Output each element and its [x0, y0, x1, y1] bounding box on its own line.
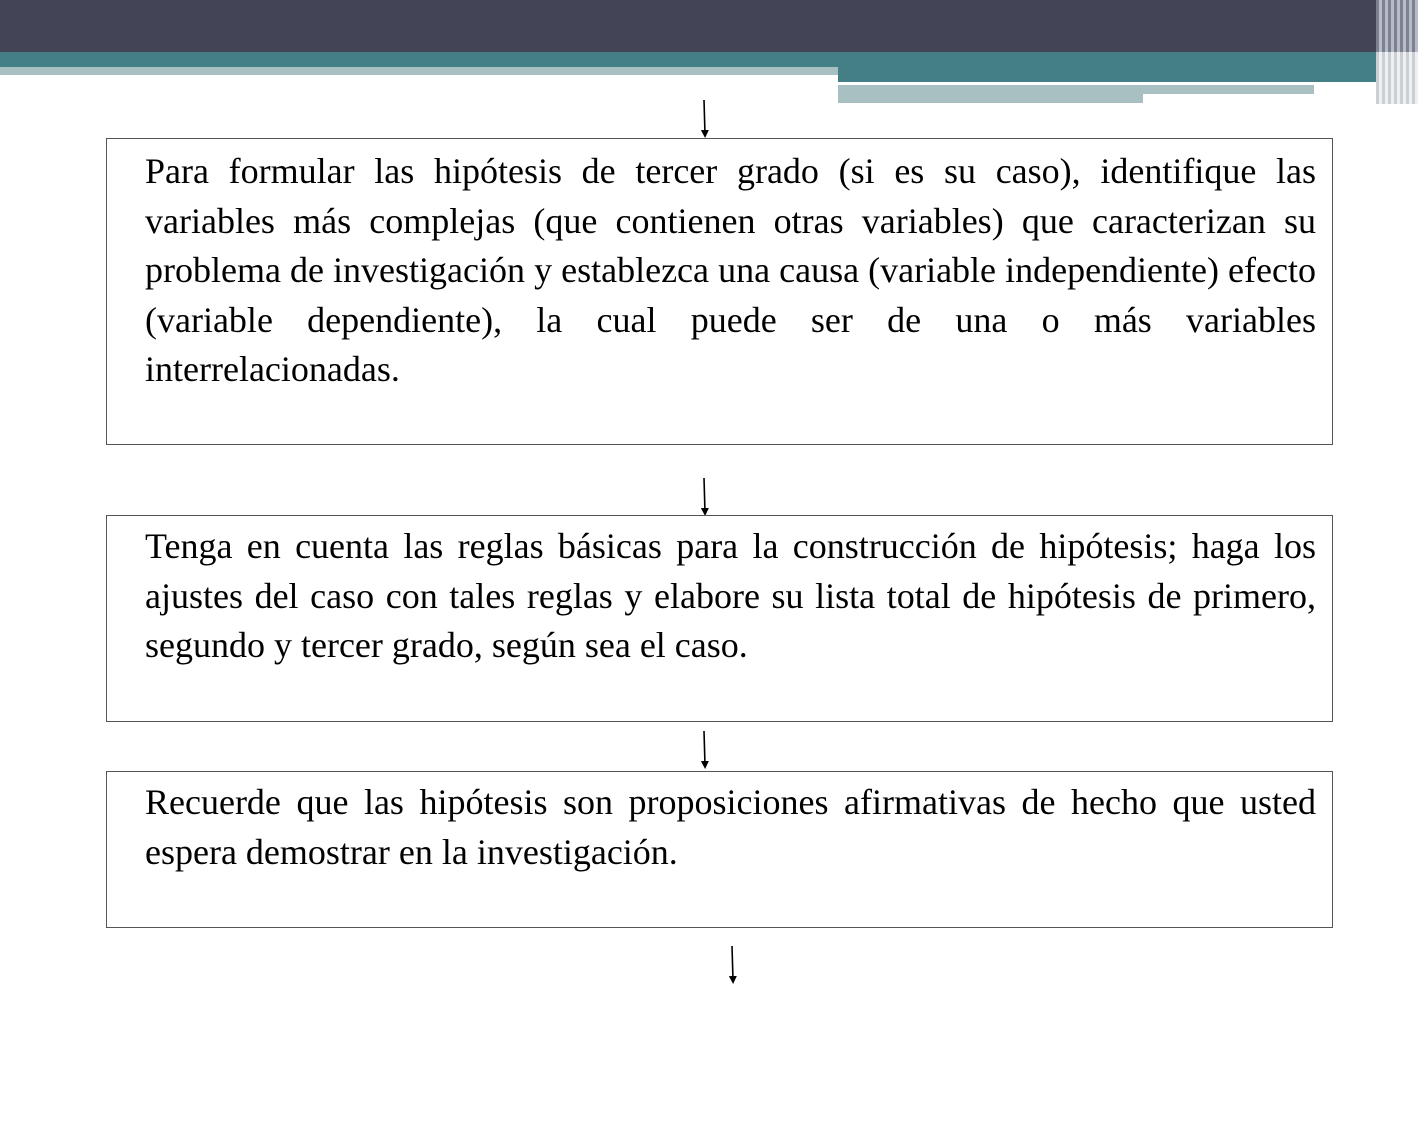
step-text-2: Tenga en cuenta las reglas básicas para la construcción de hipótesis; haga los ajustes del caso con tales reglas y elabore su lista total de hipótesis de primero, segundo y tercer grado, según sea el caso.	[145, 526, 1316, 665]
arrow-2-to-3	[704, 731, 705, 765]
step-text-3: Recuerde que las hipótesis son proposiciones afirmativas de hecho que usted espera demostrar en la investigación.	[145, 782, 1316, 872]
arrow-top	[704, 100, 705, 134]
step-text-1: Para formular las hipótesis de tercer grado (si es su caso), identifique las variables más complejas (que contienen otras variables) que caracterizan su problema de investigación y establezca una causa (variable independiente) efecto (variable dependiente), la cual puede ser de una o más variables interrelacionadas.	[145, 151, 1316, 389]
arrow-bottom	[732, 946, 733, 980]
arrow-1-to-2	[704, 478, 705, 512]
step-box-3	[106, 771, 1333, 928]
step-box-1	[106, 138, 1333, 445]
step-box-2	[106, 515, 1333, 722]
